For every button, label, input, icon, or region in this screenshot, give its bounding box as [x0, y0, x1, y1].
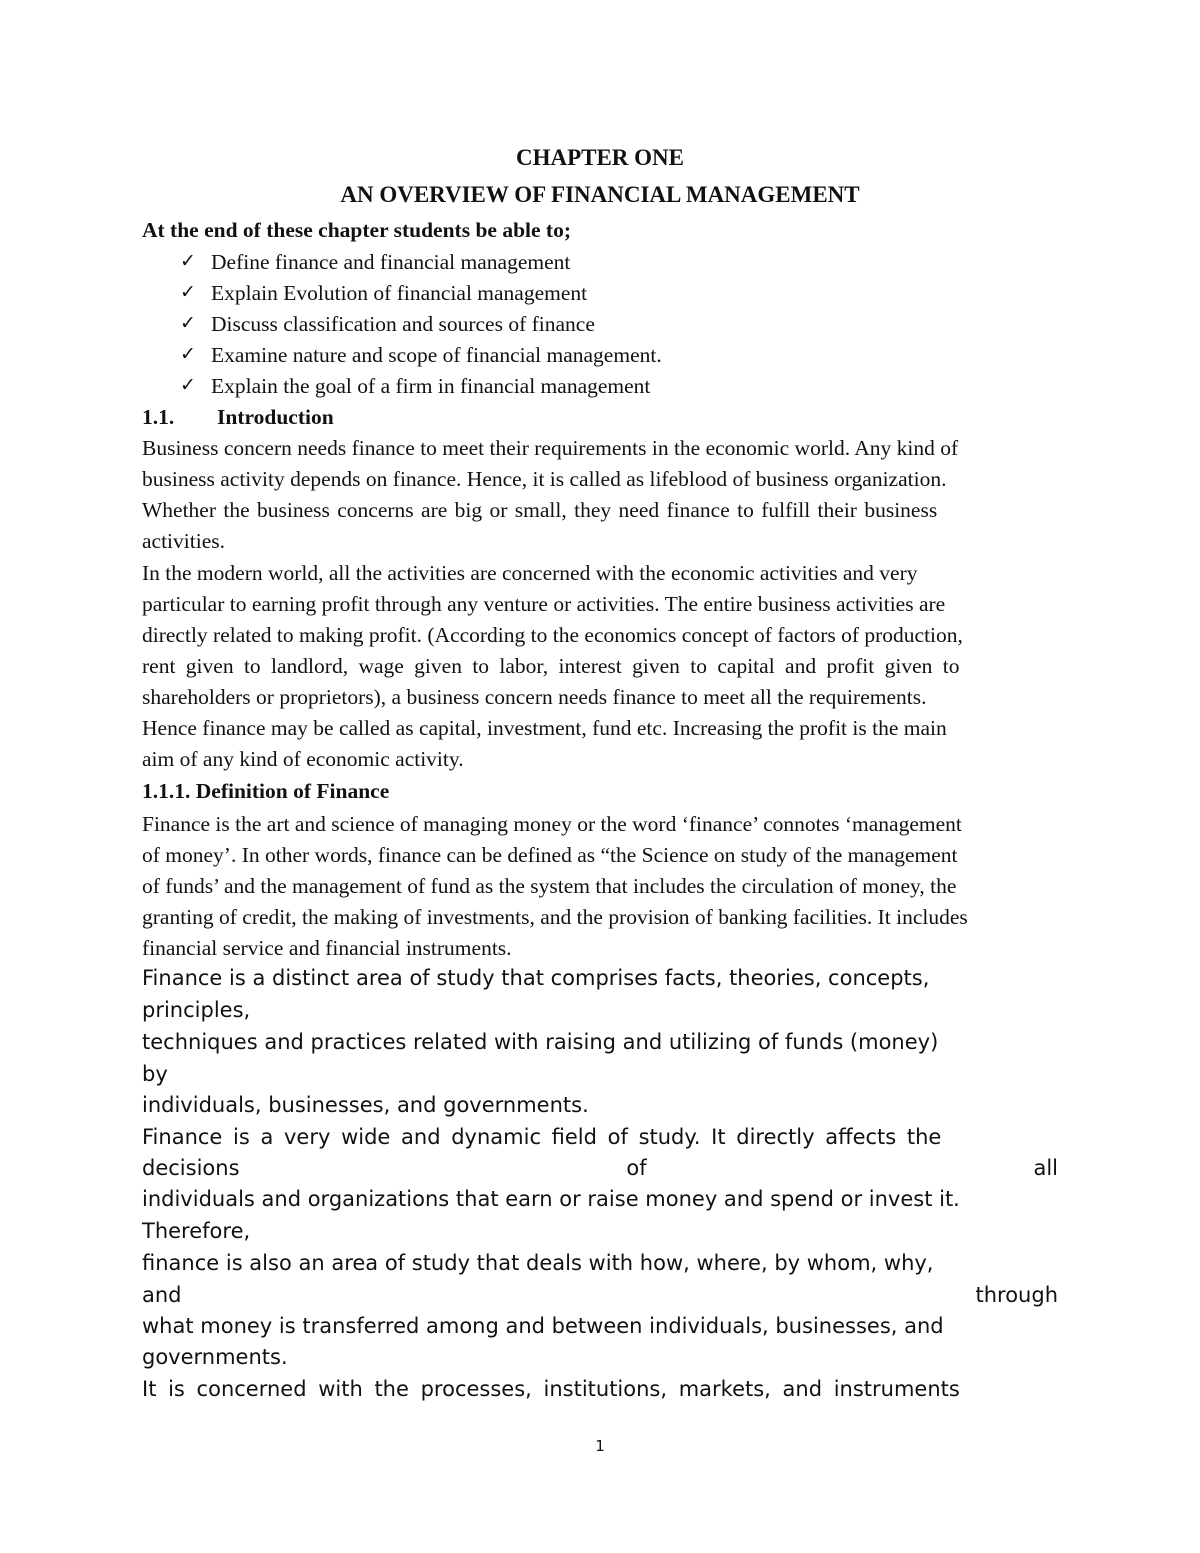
paragraph-line: individuals and organizations that earn or raise money and spend or invest it. — [142, 1187, 960, 1211]
paragraph-line: shareholders or proprietors), a business concern needs finance to meet all the requirements. — [142, 685, 927, 709]
paragraph-line — [142, 436, 1058, 461]
paragraph-line: techniques and practices related with raising and utilizing of funds (money) — [142, 1030, 939, 1054]
paragraph-line: financial service and financial instruments. — [142, 936, 512, 960]
paragraph-line — [142, 467, 1058, 492]
paragraph-line: governments. — [142, 1345, 288, 1369]
paragraph-line: rent given to landlord, wage given to labor, interest given to capital and profit given to — [142, 654, 960, 678]
paragraph-line: granting of credit, the making of investments, and the provision of banking facilities. It includes — [142, 905, 968, 929]
section-number: 1.1.1. — [142, 779, 191, 803]
paragraph-line: principles, — [142, 998, 251, 1022]
paragraph-line-justified — [142, 1283, 1058, 1307]
paragraph-line: particular to earning profit through any venture or activities. The entire business activities are — [142, 592, 946, 616]
list-item: Explain Evolution of financial management — [211, 281, 588, 305]
paragraph-line: Finance is a distinct area of study that comprises facts, theories, concepts, — [142, 966, 930, 990]
checkmark-icon: ✓ — [180, 343, 196, 365]
paragraph-line: finance is also an area of study that deals with how, where, by whom, why, — [142, 1251, 934, 1275]
text-line: business activity depends on finance. Hence, it is called as lifeblood of business organization. — [142, 467, 947, 491]
list-item: Define finance and financial management — [211, 250, 571, 274]
paragraph-line: Hence finance may be called as capital, investment, fund etc. Increasing the profit is the main — [142, 716, 947, 740]
paragraph-line: Therefore, — [142, 1219, 251, 1243]
paragraph-line: Finance is the art and science of managing money or the word ‘finance’ connotes ‘management — [142, 812, 962, 836]
word: of — [626, 1156, 647, 1180]
section-heading-introduction — [142, 405, 1058, 430]
paragraph-line: individuals, businesses, and governments. — [142, 1093, 589, 1117]
chapter-title: AN OVERVIEW OF FINANCIAL MANAGEMENT — [340, 182, 860, 207]
section-heading-definition — [142, 779, 1058, 804]
section-number: 1.1. — [142, 405, 175, 429]
paragraph-line: In the modern world, all the activities are concerned with the economic activities and very — [142, 561, 918, 585]
text-line: Business concern needs finance to meet their requirements in the economic world. Any kind of — [142, 436, 959, 460]
checkmark-icon: ✓ — [180, 312, 196, 334]
checkmark-icon: ✓ — [180, 374, 196, 396]
page-number: 1 — [595, 1437, 605, 1455]
chapter-label: CHAPTER ONE — [515, 145, 685, 170]
objectives-intro: At the end of these chapter students be able to; — [142, 218, 571, 242]
list-item: Explain the goal of a firm in financial management — [211, 374, 651, 398]
paragraph-line: of money’. In other words, finance can be defined as “the Science on study of the management — [142, 843, 958, 867]
paragraph-line: directly related to making profit. (According to the economics concept of factors of production, — [142, 623, 963, 647]
word: and — [142, 1283, 182, 1307]
checkmark-icon: ✓ — [180, 281, 196, 303]
section-title: Introduction — [217, 405, 334, 429]
checkmark-icon: ✓ — [180, 250, 196, 272]
paragraph-line: activities. — [142, 529, 225, 553]
paragraph-line: It is concerned with the processes, institutions, markets, and instruments — [142, 1377, 960, 1401]
word: decisions — [142, 1156, 240, 1180]
paragraph-line: Whether the business concerns are big or small, they need finance to fulfill their business — [142, 498, 938, 522]
paragraph-line-justified — [142, 1156, 1058, 1180]
list-item: Discuss classification and sources of finance — [211, 312, 595, 336]
paragraph-line: Finance is a very wide and dynamic field of study. It directly affects the — [142, 1125, 942, 1149]
paragraph-line: by — [142, 1062, 168, 1086]
word: all — [1033, 1156, 1058, 1180]
word: through — [975, 1283, 1058, 1307]
list-item: Examine nature and scope of financial management. — [211, 343, 662, 367]
section-title: Definition of Finance — [195, 779, 390, 803]
paragraph-line: of funds’ and the management of fund as the system that includes the circulation of money, the — [142, 874, 957, 898]
paragraph-line: what money is transferred among and between individuals, businesses, and — [142, 1314, 944, 1338]
paragraph-line: aim of any kind of economic activity. — [142, 747, 464, 771]
